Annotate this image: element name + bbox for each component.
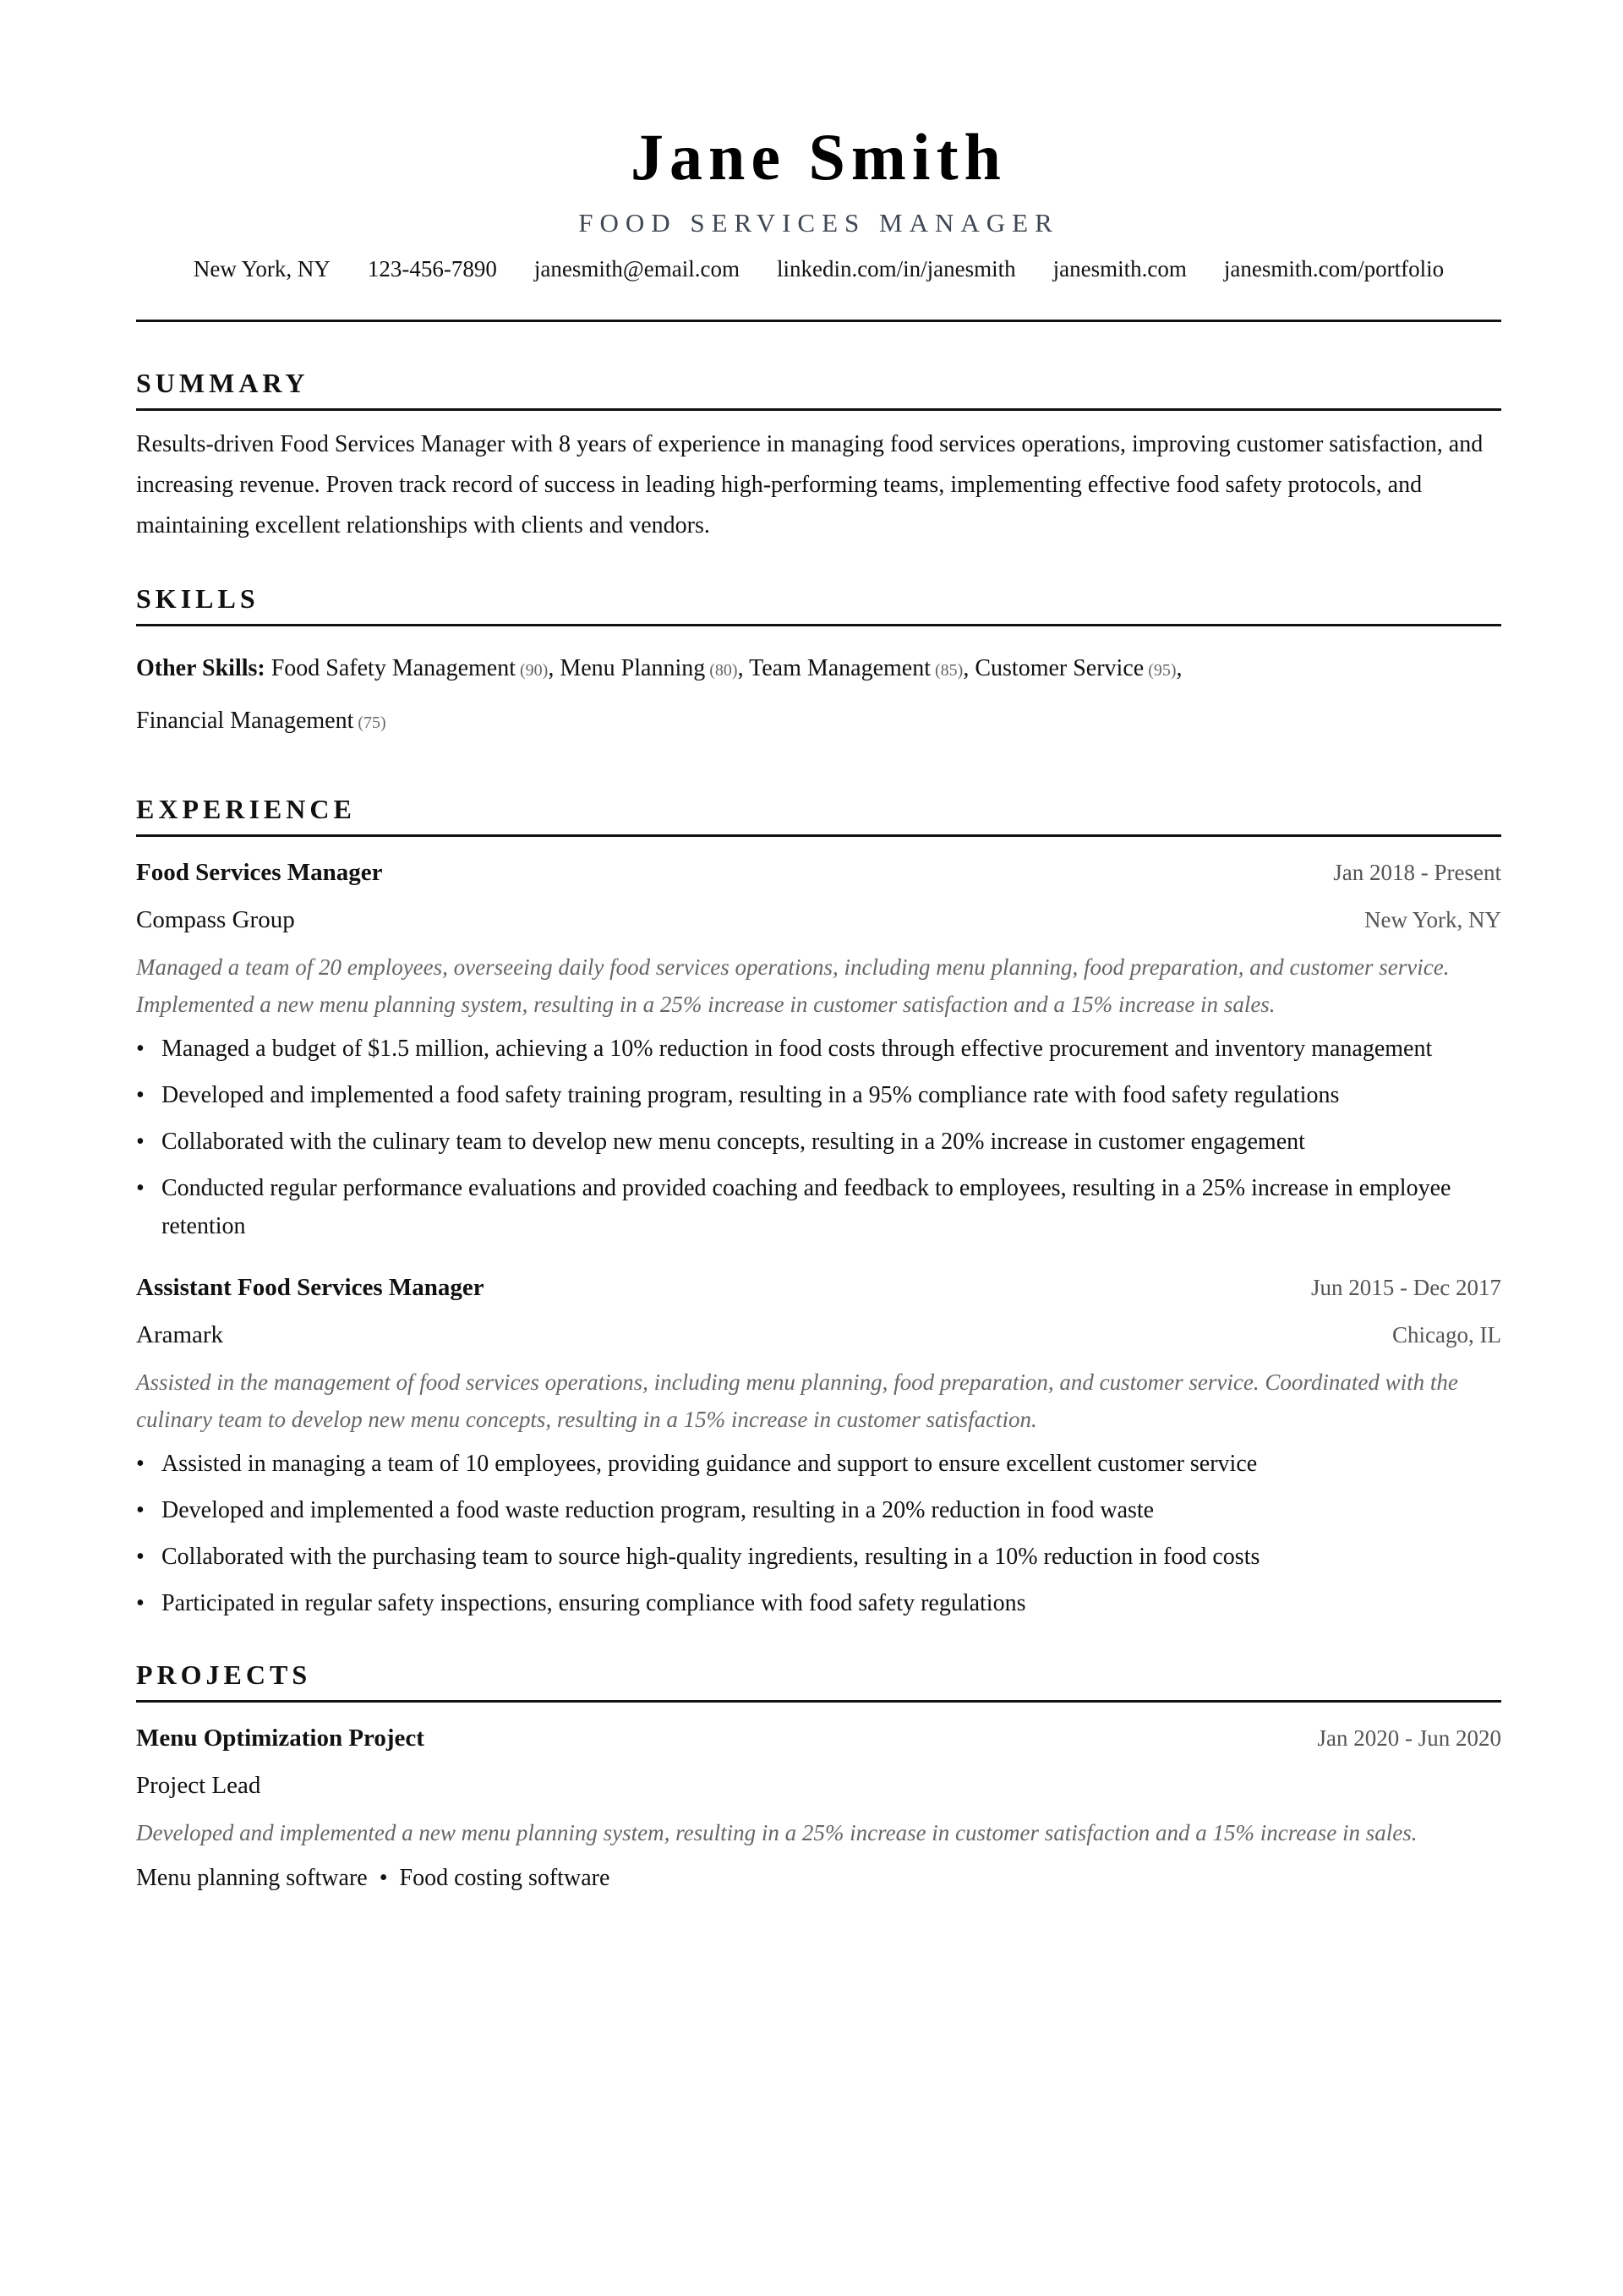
- summary-text: Results-driven Food Services Manager with 8 years of experience in managing food services operations, improving customer satisfaction, and increasing revenue. Proven track record of success in leading high-performing teams, implementing effective food safety protocols, and maintaining excellent relationships with clients and vendors.: [136, 431, 1484, 538]
- job-title-heading: FOOD SERVICES MANAGER: [578, 208, 1059, 238]
- projects-heading: PROJECTS: [136, 1658, 1501, 1703]
- achievement-item: • Collaborated with the culinary team to develop new menu concepts, resulting in a 20% increase in customer engagement: [136, 1123, 1501, 1161]
- achievement-list: [136, 1030, 1501, 1245]
- project-title: Menu Optimization Project: [136, 1725, 424, 1752]
- contact-website[interactable]: janesmith.com: [1052, 256, 1187, 282]
- skill-level: (80): [709, 661, 738, 680]
- summary-heading: SUMMARY: [136, 366, 1501, 411]
- bullet-separator: •: [379, 1865, 388, 1891]
- position-dates: Jan 2018 - Present: [1333, 860, 1501, 885]
- skills-section: [136, 582, 1501, 748]
- project-tool: Menu planning software: [136, 1865, 368, 1891]
- skill-level: (95): [1148, 661, 1177, 680]
- position-location: New York, NY: [1363, 907, 1501, 932]
- skill-level: (75): [358, 713, 386, 732]
- skill-name: Team Management: [749, 655, 932, 681]
- position-dates: Jun 2015 - Dec 2017: [1311, 1275, 1501, 1300]
- project-tools: [136, 1861, 1501, 1895]
- project-tool: Food costing software: [399, 1865, 610, 1891]
- project-role: Project Lead: [136, 1772, 261, 1799]
- project-entry: [136, 1721, 1501, 1895]
- company-name: Aramark: [136, 1321, 224, 1348]
- experience-entry: [136, 856, 1501, 1245]
- skill-level: (85): [935, 661, 964, 680]
- project-description: Developed and implemented a new menu planning system, resulting in a 25% increase in customer satisfaction and a 15% increase in sales.: [136, 1820, 1418, 1845]
- skill-name: Menu Planning: [560, 655, 706, 681]
- contact-phone: 123-456-7890: [367, 256, 497, 282]
- position-description: Managed a team of 20 employees, overseeing daily food services operations, including menu planning, food preparation, and customer service. Implemented a new menu planning system, resulting in a 25% increase in customer satisfaction and a 15% increase in sales.: [136, 954, 1450, 1017]
- skills-list: Other Skills: Food Safety Management (90), Menu Planning (80), Team Management (85), Customer Service (95), Financial Management (75): [136, 655, 1183, 734]
- contact-portfolio[interactable]: janesmith.com/portfolio: [1223, 256, 1445, 282]
- achievement-item: • Assisted in managing a team of 10 employees, providing guidance and support to ensure excellent customer service: [136, 1445, 1501, 1483]
- achievement-item: • Participated in regular safety inspections, ensuring compliance with food safety regulations: [136, 1584, 1501, 1622]
- projects-section: [136, 1658, 1501, 1895]
- achievement-item: • Conducted regular performance evaluations and provided coaching and feedback to employees, resulting in a 25% increase in employee retention: [136, 1169, 1501, 1245]
- contact-email[interactable]: janesmith@email.com: [533, 256, 740, 282]
- achievement-item: • Managed a budget of $1.5 million, achieving a 10% reduction in food costs through effective procurement and inventory management: [136, 1030, 1501, 1068]
- position-title: Food Services Manager: [136, 859, 383, 886]
- position-title: Assistant Food Services Manager: [136, 1274, 484, 1301]
- project-dates: Jan 2020 - Jun 2020: [1317, 1725, 1501, 1751]
- skills-heading: SKILLS: [136, 582, 1501, 626]
- contact-bar: [136, 254, 1501, 284]
- skill-name: Financial Management: [136, 708, 354, 734]
- contact-linkedin[interactable]: linkedin.com/in/janesmith: [776, 256, 1016, 282]
- resume-page: [136, 0, 1501, 1895]
- achievement-item: • Developed and implemented a food safety training program, resulting in a 95% compliance rate with food safety regulations: [136, 1076, 1501, 1114]
- header-divider: [136, 320, 1501, 322]
- achievement-item: • Collaborated with the purchasing team to source high-quality ingredients, resulting in a 10% reduction in food costs: [136, 1538, 1501, 1576]
- resume-header: [136, 0, 1501, 284]
- achievement-list: [136, 1445, 1501, 1622]
- position-description: Assisted in the management of food services operations, including menu planning, food preparation, and customer service. Coordinated with the culinary team to develop new menu concepts, resulting in a 15% increase in customer satisfaction.: [136, 1369, 1458, 1432]
- experience-heading: EXPERIENCE: [136, 792, 1501, 837]
- skill-level: (90): [520, 661, 549, 680]
- candidate-name: Jane Smith: [631, 120, 1007, 194]
- achievement-item: • Developed and implemented a food waste reduction program, resulting in a 20% reduction in food waste: [136, 1491, 1501, 1529]
- experience-entry: [136, 1271, 1501, 1622]
- skills-label: Other Skills:: [136, 655, 265, 681]
- skill-name: Food Safety Management: [270, 655, 516, 681]
- experience-section: [136, 792, 1501, 1622]
- company-name: Compass Group: [136, 906, 295, 933]
- summary-section: [136, 366, 1501, 546]
- position-location: Chicago, IL: [1392, 1322, 1501, 1348]
- skill-name: Customer Service: [975, 655, 1145, 681]
- contact-location: New York, NY: [193, 256, 331, 282]
